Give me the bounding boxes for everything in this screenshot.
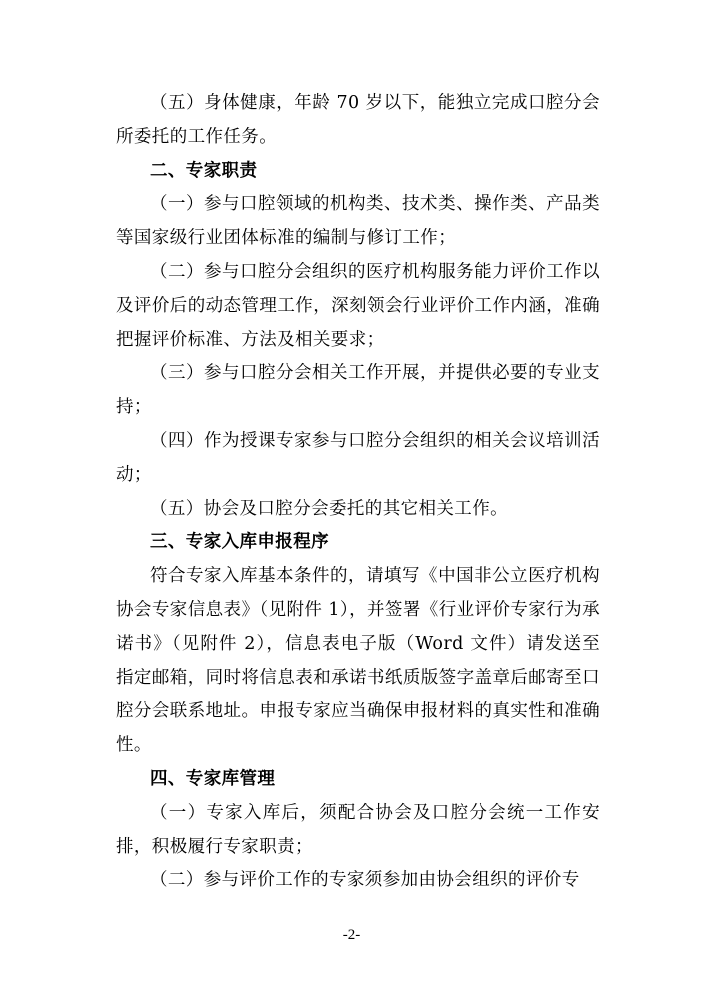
paragraph-management-arrangement: （一）专家入库后，须配合协会及口腔分会统一工作安排，积极履行专家职责； xyxy=(116,802,600,857)
paragraph-duty-standards: （一）参与口腔领域的机构类、技术类、操作类、产品类等国家级行业团体标准的编制与修订工作； xyxy=(116,194,600,249)
page-number: -2- xyxy=(342,927,361,943)
heading-application-procedure: 三、专家入库申报程序 xyxy=(150,532,329,553)
paragraph-duty-support: （三）参与口腔分会相关工作开展，并提供必要的专业支持； xyxy=(116,363,600,418)
paragraph-duty-evaluation: （二）参与口腔分会组织的医疗机构服务能力评价工作以及评价后的动态管理工作，深刻领会行业评价工作内涵，准确把握评价标准、方法及相关要求； xyxy=(116,261,600,350)
paragraph-application-details: 符合专家入库基本条件的，请填写《中国非公立医疗机构协会专家信息表》（见附件 1），并签署《行业评价专家行为承诺书》（见附件 2），信息表电子版（Word 文件）请发送至指定邮箱，同时将信息表和承诺书纸质版签字盖章后邮寄至口腔分会联系地址。申报专家应当确保申报材料的真实性和准确性。 xyxy=(116,566,600,756)
paragraph-duty-training: （四）作为授课专家参与口腔分会组织的相关会议培训活动； xyxy=(116,430,600,485)
heading-expert-management: 四、专家库管理 xyxy=(150,768,276,789)
document-body xyxy=(116,87,600,898)
paragraph-duty-other: （五）协会及口腔分会委托的其它相关工作。 xyxy=(150,498,508,519)
paragraph-health-age: （五）身体健康，年龄 70 岁以下，能独立完成口腔分会所委托的工作任务。 xyxy=(116,93,600,147)
paragraph-management-training: （二）参与评价工作的专家须参加由协会组织的评价专 xyxy=(150,870,580,891)
heading-expert-duties: 二、专家职责 xyxy=(150,160,258,181)
